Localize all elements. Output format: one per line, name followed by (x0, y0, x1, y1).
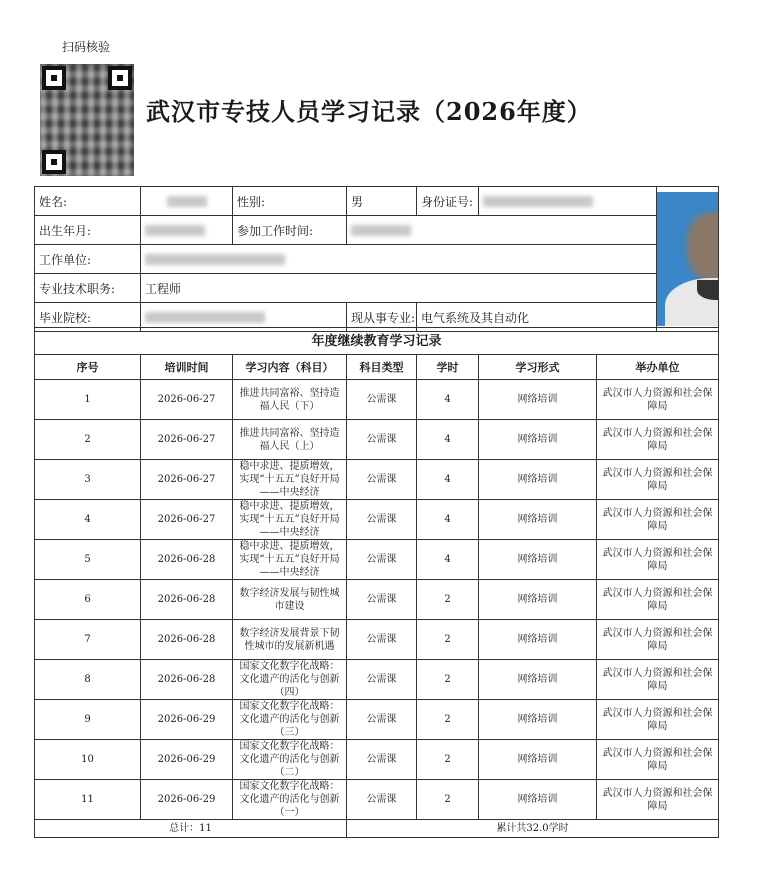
row-content (233, 660, 347, 700)
row-org: 武汉市人力资源和社会保障局 (597, 420, 719, 460)
gender-label: 性别: (233, 187, 347, 216)
professional-title-label: 专业技术职务: (35, 274, 141, 303)
employer-value (141, 245, 657, 274)
employer-label: 工作单位: (35, 245, 141, 274)
work-start-label: 参加工作时间: (233, 216, 347, 245)
row-type: 公需课 (347, 580, 417, 620)
row-form: 网络培训 (479, 700, 597, 740)
professional-title-value: 工程师 (141, 274, 657, 303)
work-start-value (347, 216, 657, 245)
row-content-text: 稳中求进、提质增效，实现“十五五”良好开局——中央经济 (239, 461, 340, 498)
row-content-text: 稳中求进、提质增效，实现“十五五”良好开局——中央经济 (239, 501, 340, 538)
row-hours: 4 (417, 540, 479, 580)
row-type: 公需课 (347, 460, 417, 500)
row-hours: 4 (417, 420, 479, 460)
row-type: 公需课 (347, 620, 417, 660)
table-row (35, 460, 719, 500)
row-form: 网络培训 (479, 780, 597, 820)
table-row (35, 380, 719, 420)
table-row (35, 540, 719, 580)
row-type: 公需课 (347, 700, 417, 740)
row-hours: 4 (417, 500, 479, 540)
photo-cell (657, 187, 719, 332)
row-date: 2026-06-28 (141, 620, 233, 660)
row-content (233, 700, 347, 740)
row-hours: 2 (417, 700, 479, 740)
table-row (35, 580, 719, 620)
row-no: 11 (35, 780, 141, 820)
row-date: 2026-06-29 (141, 780, 233, 820)
gender-value: 男 (347, 187, 417, 216)
row-content (233, 740, 347, 780)
row-date: 2026-06-27 (141, 380, 233, 420)
row-type: 公需课 (347, 740, 417, 780)
table-row (35, 740, 719, 780)
row-content (233, 580, 347, 620)
row-content-text: 推进共同富裕、坚持造福人民（下） (239, 387, 340, 412)
row-form: 网络培训 (479, 540, 597, 580)
row-org: 武汉市人力资源和社会保障局 (597, 460, 719, 500)
row-content-text: 数字经济发展与韧性城市建设 (239, 587, 340, 612)
row-content-text: 国家文化数字化战略：文化遗产的活化与创新（四） (239, 661, 340, 698)
row-no: 3 (35, 460, 141, 500)
table-row (35, 700, 719, 740)
table-row (35, 420, 719, 460)
table-row (35, 620, 719, 660)
header-type: 科目类型 (347, 355, 417, 380)
row-form: 网络培训 (479, 580, 597, 620)
row-org: 武汉市人力资源和社会保障局 (597, 740, 719, 780)
personal-info-table (34, 186, 719, 332)
row-content (233, 620, 347, 660)
row-no: 1 (35, 380, 141, 420)
row-org: 武汉市人力资源和社会保障局 (597, 660, 719, 700)
table-row (35, 500, 719, 540)
row-type: 公需课 (347, 420, 417, 460)
row-no: 7 (35, 620, 141, 660)
header-form: 学习形式 (479, 355, 597, 380)
row-no: 5 (35, 540, 141, 580)
row-no: 10 (35, 740, 141, 780)
row-form: 网络培训 (479, 420, 597, 460)
row-type: 公需课 (347, 780, 417, 820)
total-hours: 累计共32.0学时 (347, 820, 719, 838)
header-no: 序号 (35, 355, 141, 380)
row-hours: 2 (417, 780, 479, 820)
records-header-row (35, 355, 719, 380)
row-form: 网络培训 (479, 380, 597, 420)
table-row (35, 660, 719, 700)
name-label: 姓名: (35, 187, 141, 216)
row-hours: 2 (417, 740, 479, 780)
row-no: 4 (35, 500, 141, 540)
id-photo (657, 192, 719, 326)
row-date: 2026-06-28 (141, 660, 233, 700)
row-form: 网络培训 (479, 740, 597, 780)
row-type: 公需课 (347, 500, 417, 540)
row-form: 网络培训 (479, 660, 597, 700)
row-org: 武汉市人力资源和社会保障局 (597, 540, 719, 580)
row-form: 网络培训 (479, 460, 597, 500)
row-hours: 4 (417, 460, 479, 500)
row-type: 公需课 (347, 380, 417, 420)
birth-value (141, 216, 233, 245)
header-org: 举办单位 (597, 355, 719, 380)
row-type: 公需课 (347, 660, 417, 700)
header-hours: 学时 (417, 355, 479, 380)
row-hours: 2 (417, 660, 479, 700)
header-content: 学习内容（科目） (233, 355, 347, 380)
qr-code-image (40, 64, 134, 176)
id-value (479, 187, 657, 216)
major-label: 现从事专业: (347, 303, 417, 332)
birth-label: 出生年月: (35, 216, 141, 245)
header-date: 培训时间 (141, 355, 233, 380)
total-count: 总计：11 (35, 820, 347, 838)
row-content-text: 推进共同富裕、坚持造福人民（上） (239, 427, 340, 452)
row-date: 2026-06-27 (141, 460, 233, 500)
row-content (233, 500, 347, 540)
records-footer-row (35, 820, 719, 838)
row-hours: 2 (417, 580, 479, 620)
row-content (233, 780, 347, 820)
row-date: 2026-06-27 (141, 420, 233, 460)
id-label: 身份证号: (417, 187, 479, 216)
row-no: 2 (35, 420, 141, 460)
row-hours: 4 (417, 380, 479, 420)
row-no: 6 (35, 580, 141, 620)
row-org: 武汉市人力资源和社会保障局 (597, 700, 719, 740)
study-records-table (34, 327, 719, 838)
row-content-text: 数字经济发展背景下韧性城市的发展新机遇 (239, 627, 340, 652)
row-date: 2026-06-28 (141, 540, 233, 580)
name-value (141, 187, 233, 216)
row-org: 武汉市人力资源和社会保障局 (597, 500, 719, 540)
row-content-text: 稳中求进、提质增效，实现“十五五”良好开局——中央经济 (239, 541, 340, 578)
major-value: 电气系统及其自动化 (417, 303, 657, 332)
row-content (233, 540, 347, 580)
row-hours: 2 (417, 620, 479, 660)
row-org: 武汉市人力资源和社会保障局 (597, 380, 719, 420)
row-content-text: 国家文化数字化战略：文化遗产的活化与创新（一） (239, 781, 340, 818)
row-type: 公需课 (347, 540, 417, 580)
row-content (233, 460, 347, 500)
records-section-title: 年度继续教育学习记录 (35, 328, 719, 355)
document-title: 武汉市专技人员学习记录（2026年度） (146, 97, 592, 126)
row-no: 8 (35, 660, 141, 700)
row-content (233, 380, 347, 420)
row-content-text: 国家文化数字化战略：文化遗产的活化与创新（三） (239, 701, 340, 738)
row-date: 2026-06-29 (141, 740, 233, 780)
row-form: 网络培训 (479, 620, 597, 660)
row-no: 9 (35, 700, 141, 740)
row-content (233, 420, 347, 460)
row-date: 2026-06-27 (141, 500, 233, 540)
row-org: 武汉市人力资源和社会保障局 (597, 620, 719, 660)
row-date: 2026-06-29 (141, 700, 233, 740)
row-date: 2026-06-28 (141, 580, 233, 620)
row-content-text: 国家文化数字化战略：文化遗产的活化与创新（二） (239, 741, 340, 778)
table-row (35, 780, 719, 820)
row-form: 网络培训 (479, 500, 597, 540)
qr-caption: 扫码核验 (62, 40, 111, 54)
row-org: 武汉市人力资源和社会保障局 (597, 580, 719, 620)
row-org: 武汉市人力资源和社会保障局 (597, 780, 719, 820)
school-label: 毕业院校: (35, 303, 141, 332)
